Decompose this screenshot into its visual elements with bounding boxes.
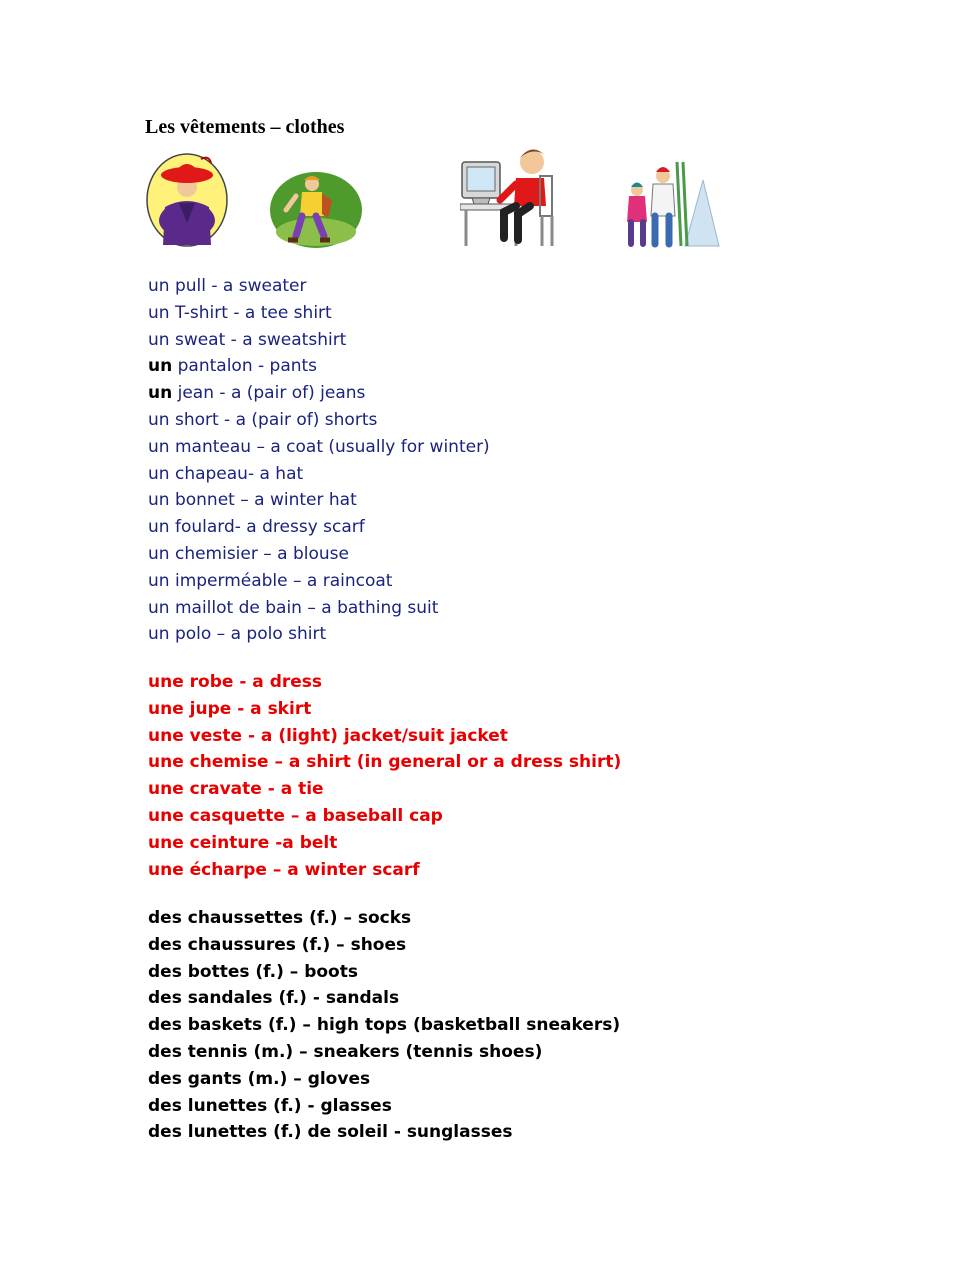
entry-text: polo – a polo shirt [169,624,327,645]
list-item: une chemise – a shirt (in general or a dress shirt) [148,752,622,773]
list-item [148,273,490,300]
article: un [148,543,170,564]
article: un [148,356,173,377]
article: un [148,517,170,538]
article: un [148,570,170,591]
entry-text: imperméable – a raincoat [169,570,393,591]
entry-text: bonnet – a winter hat [169,490,357,511]
list-item: des sandales (f.) - sandals [148,988,400,1009]
list-item: une cravate - a tie [148,779,324,800]
list-item: une jupe - a skirt [148,698,312,719]
list-item [148,621,490,648]
skiers-icon [625,160,720,248]
list-item [148,514,490,541]
list-item: des bottes (f.) – boots [148,961,358,982]
list-item: une écharpe – a winter scarf [148,859,420,880]
list-item: une ceinture -a belt [148,832,338,853]
entry-text: short - a (pair of) shorts [169,409,378,430]
list-item [148,541,490,568]
article: un [148,383,173,404]
plural-vocab-list [148,905,620,1146]
list-item: des baskets (f.) – high tops (basketball sneakers) [148,1015,621,1036]
list-item [148,300,490,327]
list-item: des chaussettes (f.) – socks [148,908,412,928]
list-item [148,380,490,407]
article: un [148,409,170,430]
article: un [148,276,170,296]
article: un [148,436,170,457]
list-item: une casquette – a baseball cap [148,805,443,826]
entry-text: maillot de bain – a bathing suit [169,597,439,618]
article: un [148,302,170,323]
list-item [148,461,490,488]
entry-text: manteau – a coat (usually for winter) [169,436,490,457]
list-item [148,434,490,461]
page-title: Les vêtements – clothes [145,116,345,138]
list-item: des tennis (m.) – sneakers (tennis shoes) [148,1041,543,1062]
list-item [148,407,490,434]
entry-text: chemisier – a blouse [169,543,349,564]
list-item [148,327,490,354]
list-item: des chaussures (f.) – shoes [148,934,407,955]
list-item [148,568,490,595]
entry-text: T-shirt - a tee shirt [169,302,332,323]
entry-text: pull - a sweater [169,276,307,296]
article: un [148,490,170,511]
hiker-icon [268,170,364,250]
article: un [148,463,170,484]
boy-at-computer-icon [460,142,556,248]
entry-text: sweat - a sweatshirt [169,329,347,350]
entry-text: pantalon - pants [172,356,318,377]
article: un [148,624,170,645]
list-item: des lunettes (f.) - glasses [148,1095,392,1116]
entry-text: jean - a (pair of) jeans [172,383,366,404]
list-item: des gants (m.) – gloves [148,1068,371,1089]
article: un [148,597,170,618]
list-item [148,595,490,622]
list-item [148,353,490,380]
list-item: une robe - a dress [148,672,323,692]
clipart-row [0,140,979,250]
masculine-vocab-list [148,273,490,648]
list-item: des lunettes (f.) de soleil - sunglasses [148,1122,513,1143]
entry-text: chapeau- a hat [169,463,304,484]
entry-text: foulard- a dressy scarf [169,517,365,538]
feminine-vocab-list [148,669,621,883]
list-item [148,487,490,514]
list-item: une veste - a (light) jacket/suit jacket [148,725,508,746]
article: un [148,329,170,350]
woman-red-hat-icon [145,145,231,247]
